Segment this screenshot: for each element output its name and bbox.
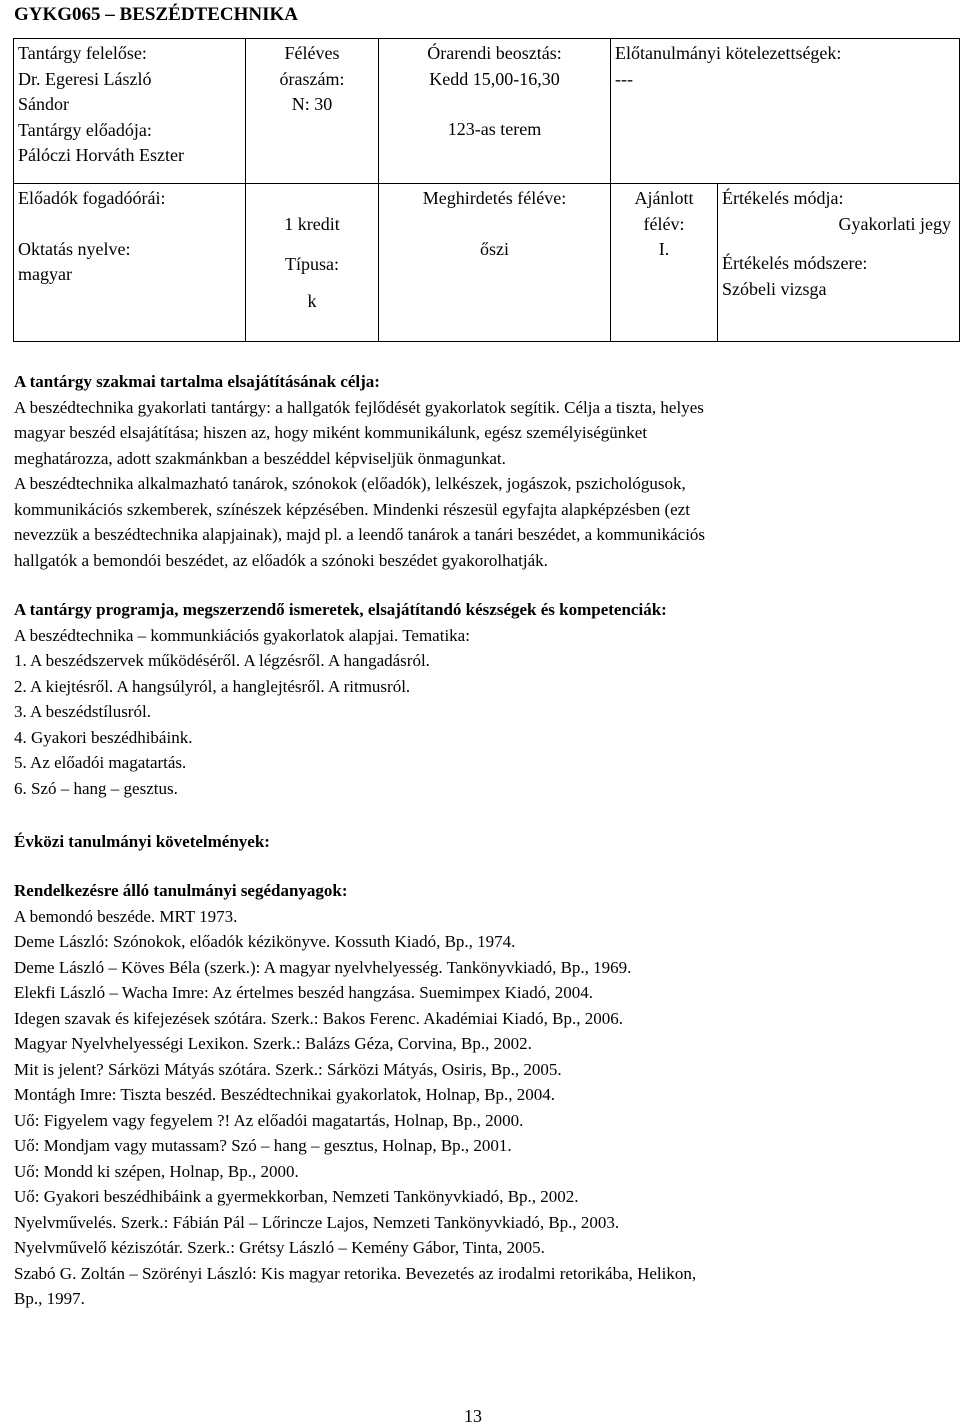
material-item: Elekfi László – Wacha Imre: Az értelmes beszéd hangzása. Suemimpex Kiadó, 2004.	[14, 983, 593, 1002]
aim-line: nevezzük a beszédtechnika alapjainak), majd pl. a leendő tanárok a tanári beszédet, a kommunikációs	[14, 525, 706, 544]
program-intro: A beszédtechnika – kommunkiációs gyakorlatok alapjai. Tematika:	[14, 625, 470, 645]
hours-label-line1: Féléves	[284, 43, 340, 63]
announce-value: őszi	[480, 238, 509, 259]
aim-line: A beszédtechnika alkalmazható tanárok, szónokok (előadók), lelkészek, jogászok, pszichológusok,	[14, 474, 686, 493]
recommended-label-line2: félév:	[643, 213, 685, 234]
program-section	[14, 597, 929, 801]
aim-line: meghatározza, adott szakmánkban a beszéddel képviseljük önmagunkat.	[14, 448, 506, 468]
credit-type-cell	[246, 184, 379, 342]
hours-label-line2: óraszám:	[279, 68, 345, 89]
announce-label: Meghirdetés féléve:	[422, 188, 567, 208]
program-item: 3. A beszédstílusról.	[14, 702, 151, 721]
material-item: Uő: Gyakori beszédhibáink a gyermekkorban, Nemzeti Tankönyvkiadó, Bp., 2002.	[14, 1187, 579, 1206]
requirements-heading: Évközi tanulmányi követelmények:	[14, 832, 270, 851]
aim-line: magyar beszéd elsajátítása; hiszen az, hogy miként kommunikálunk, egész személyiségünket	[14, 423, 648, 442]
material-item: Deme László – Köves Béla (szerk.): A magyar nyelvhelyesség. Tankönyvkiadó, Bp., 1969.	[14, 957, 632, 977]
material-item: Mit is jelent? Sárközi Mátyás szótára. Szerk.: Sárközi Mátyás, Osiris, Bp., 2005.	[14, 1059, 562, 1079]
responsible-cell	[14, 39, 246, 184]
type-value: k	[307, 291, 317, 311]
recommended-label-line1: Ajánlott	[634, 188, 694, 208]
program-item: 4. Gyakori beszédhibáink.	[14, 727, 193, 747]
recommended-value: I.	[658, 239, 670, 259]
material-item: Nyelvművelő kéziszótár. Szerk.: Grétsy László – Kemény Gábor, Tinta, 2005.	[14, 1238, 545, 1257]
hours-value: N: 30	[291, 94, 333, 114]
requirements-section	[14, 829, 929, 855]
materials-section	[14, 878, 929, 1312]
language-label: Oktatás nyelve:	[18, 238, 131, 259]
info-row-1	[14, 39, 960, 184]
aim-line: kommunikációs szkemberek, színészek képzésében. Mindenki részesül egyfajta alapképzésben (ezt	[14, 499, 690, 519]
responsible-name-line1: Dr. Egeresi László	[18, 68, 152, 89]
schedule-label: Órarendi beosztás:	[427, 43, 562, 63]
eval-mode-label: Értékelés módja:	[722, 188, 844, 208]
lecturer-name: Pálóczi Horváth Eszter	[18, 145, 184, 165]
info-row-2	[14, 184, 960, 342]
materials-heading: Rendelkezésre álló tanulmányi segédanyagok:	[14, 881, 348, 900]
material-item: Uő: Mondd ki szépen, Holnap, Bp., 2000.	[14, 1161, 299, 1181]
schedule-room: 123-as terem	[447, 119, 542, 139]
material-item: Uő: Figyelem vagy fegyelem ?! Az előadói magatartás, Holnap, Bp., 2000.	[14, 1110, 524, 1130]
eval-mode-value: Gyakorlati jegy	[838, 213, 951, 234]
page-number: 13	[464, 1406, 482, 1426]
program-item: 6. Szó – hang – gesztus.	[14, 778, 178, 798]
prereq-label: Előtanulmányi kötelezettségek:	[615, 43, 842, 63]
program-item: 1. A beszédszervek működéséről. A légzésről. A hangadásról.	[14, 651, 430, 670]
program-heading: A tantárgy programja, megszerzendő ismeretek, elsajátítandó készségek és kompetenciák:	[14, 600, 667, 619]
course-info-table	[13, 38, 960, 342]
material-item: Uő: Mondjam vagy mutassam? Szó – hang – gesztus, Holnap, Bp., 2001.	[14, 1136, 512, 1155]
schedule-time: Kedd 15,00-16,30	[429, 68, 560, 89]
material-item: Nyelvművelés. Szerk.: Fábián Pál – Lőrincze Lajos, Nemzeti Tankönyvkiadó, Bp., 2003.	[14, 1212, 620, 1232]
responsible-name-line2: Sándor	[18, 94, 69, 114]
credit-word: kredit	[297, 214, 340, 234]
office-hours-label: Előadók fogadóórái:	[18, 188, 166, 208]
document-title: GYKG065 – BESZÉDTECHNIKA	[14, 4, 298, 25]
program-item: 2. A kiejtésről. A hangsúlyról, a hanglejtésről. A ritmusról.	[14, 676, 411, 696]
announce-cell	[379, 184, 611, 342]
material-item: Bp., 1997.	[14, 1289, 85, 1308]
material-item: Deme László: Szónokok, előadók kézikönyve. Kossuth Kiadó, Bp., 1974.	[14, 932, 516, 951]
material-item: Montágh Imre: Tiszta beszéd. Beszédtechnikai gyakorlatok, Holnap, Bp., 2004.	[14, 1085, 556, 1104]
credit-number: 1	[284, 214, 294, 234]
prereq-cell	[611, 39, 960, 184]
lecturer-label: Tantárgy előadója:	[18, 119, 152, 140]
material-item: Idegen szavak és kifejezések szótára. Szerk.: Bakos Ferenc. Akadémiai Kiadó, Bp., 2006.	[14, 1008, 623, 1028]
aim-line: A beszédtechnika gyakorlati tantárgy: a hallgatók fejlődését gyakorlatok segítik. Célja a tiszta, helyes	[14, 397, 704, 417]
schedule-cell	[379, 39, 611, 184]
recommended-cell	[611, 184, 718, 342]
language-value: magyar	[18, 264, 72, 284]
eval-method-value: Szóbeli vizsga	[722, 278, 827, 299]
credit-line	[250, 212, 374, 238]
aim-heading: A tantárgy szakmai tartalma elsajátításának célja:	[14, 372, 380, 391]
hours-cell	[246, 39, 379, 184]
aim-line: hallgatók a bemondói beszédet, az előadók a szónoki beszédet gyakorolhatják.	[14, 550, 548, 570]
material-item: Szabó G. Zoltán – Szörényi László: Kis magyar retorika. Bevezetés az irodalmi retorikába, Helikon,	[14, 1263, 697, 1283]
material-item: Magyar Nyelvhelyességi Lexikon. Szerk.: Balázs Géza, Corvina, Bp., 2002.	[14, 1034, 532, 1053]
prereq-value: ---	[615, 68, 633, 89]
office-language-cell	[14, 184, 246, 342]
eval-method-label: Értékelés módszere:	[722, 253, 868, 273]
type-label: Típusa:	[285, 253, 339, 274]
program-item: 5. Az előadói magatartás.	[14, 753, 187, 772]
aim-section	[14, 369, 929, 573]
evaluation-cell	[718, 184, 960, 342]
material-item: A bemondó beszéde. MRT 1973.	[14, 906, 238, 926]
responsible-label: Tantárgy felelőse:	[18, 43, 147, 63]
